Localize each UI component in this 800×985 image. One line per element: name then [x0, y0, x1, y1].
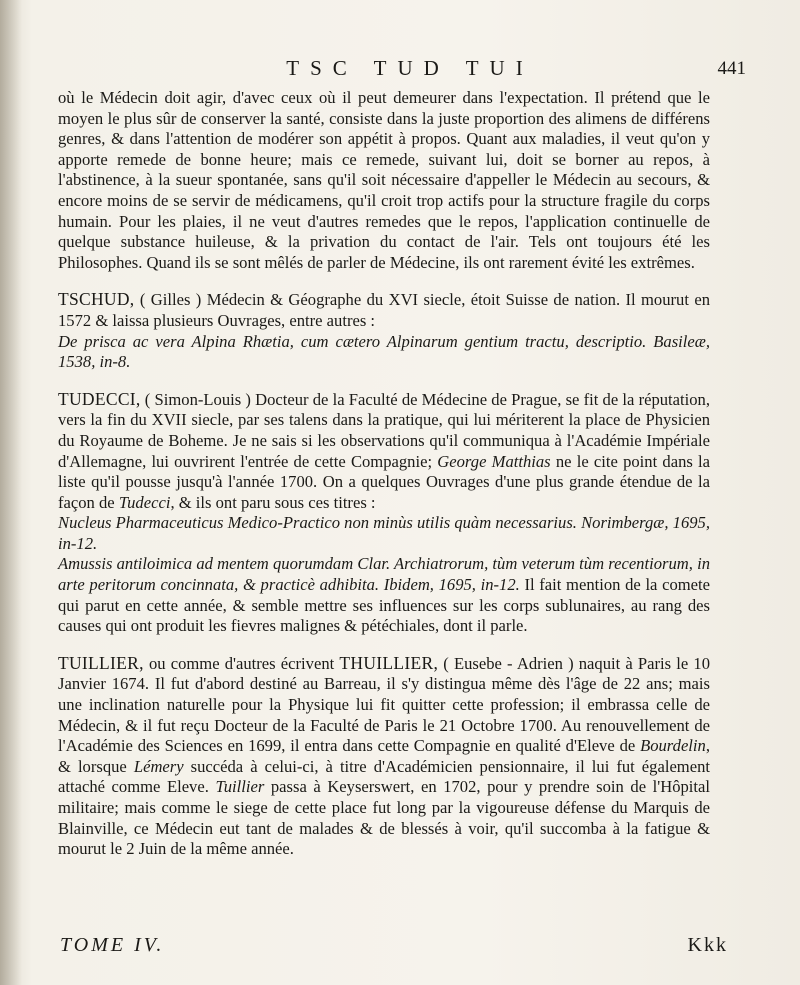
author-name: Lémery — [133, 756, 184, 776]
author-name: Bourdelin — [640, 736, 706, 756]
entry-headword: TUILLIER, — [58, 652, 144, 673]
entry-tudecci — [58, 389, 710, 637]
page-number: 441 — [717, 58, 746, 79]
author-name: George Matthias — [437, 451, 551, 471]
entry-paragraph — [58, 653, 710, 860]
entry-alt-headword: THUILLIER, — [339, 652, 439, 673]
entry-body: passa à Keyserswert, en 1702, pour y prendre soin de l'Hôpital militaire; mais comme le siege de cette place fut long par la vigoureuse défense du Marquis de Blainville, ce Médecin eut tant de malades & de blessés à voir, qu'il succomba à la fatigue & mourut le 2 Juin de la même année. — [58, 777, 710, 859]
work-paragraph — [58, 554, 710, 636]
page-footer — [60, 934, 760, 964]
signature-mark: Kkk — [687, 934, 728, 956]
entry-body: , & ils ont paru sous ces titres : — [170, 492, 376, 512]
work-title: Amussis antiloimica ad mentem quorumdam Clar. Archiatrorum, tùm veterum tùm recentiorum, in arte peritorum concinnata, & practicè adhibita. Ibidem, 1695, in-12. — [58, 554, 710, 595]
entry-body: ( Simon-Louis ) Docteur de la Faculté de Médecine de Prague, se fit de la réputation, vers la fin du XVII siecle, par ses talens dans la pratique, qui lui mériterent la place de Physicien du Royaume de Boheme. Je ne sais si les observations qu'il communiqua à l'Académie Impériale d'Allemagne, lui ouvrirent l'entrée de cette Compagnie; — [58, 389, 710, 471]
volume-label: TOME IV. — [60, 934, 165, 956]
entry-tschud — [58, 289, 710, 372]
spine-shadow — [0, 0, 22, 985]
running-head: TSC TUD TUI — [286, 56, 534, 80]
entry-body: , & lorsque — [58, 736, 710, 776]
page-content — [58, 88, 710, 860]
entry-headword: TSCHUD, — [58, 289, 135, 310]
continuation-paragraph: où le Médecin doit agir, d'avec ceux où il peut demeurer dans l'expectation. Il prétend que le moyen le plus sûr de conserver la santé, consiste dans la juste proportion des alimens de différens genres, & dans l'attention de modérer son appétit à propos. Quant aux maladies, il veut qu'on y apporte remede de bonne heure; mais ce remede, suivant lui, doit se borner au repos, à l'abstinence, à la sueur spontanée, sans qu'il soit nécessaire d'appeller le Médecin au secours, & encore moins de se servir de médicamens, qu'il croit trop actifs pour la structure fragile du corps humain. Pour les plaies, il ne veut d'autres remedes que le repos, l'application continuelle de quelque substance huileuse, & la privation du contact de l'air. Tels ont toujours été les Philosophes. Quand ils se sont mêlés de parler de Médecine, ils ont rarement évité les extrêmes. — [58, 88, 710, 272]
author-name: Tudecci — [118, 492, 171, 512]
entry-paragraph — [58, 389, 710, 514]
entry-body: succéda à celui-ci, à titre d'Académicien pensionnaire, il lui fut également attaché comme Eleve. — [58, 756, 710, 797]
entry-headword: TUDECCI, — [58, 388, 141, 409]
entry-paragraph — [58, 289, 710, 331]
entry-body: Il fait mention de la comete qui parut en cette année, & semble mettre ses influences sur les corps sublunaires, au rang des causes qui ont produit les fievres malignes & pétéchiales, dont il parle. — [58, 575, 710, 636]
page-header — [60, 56, 760, 86]
work-title: Nucleus Pharmaceuticus Medico-Practico non minùs utilis quàm necessarius. Norimbergæ, 1695, in-12. — [58, 513, 711, 553]
entry-body: ou comme d'autres écrivent — [143, 653, 340, 673]
entry-body: ( Eusebe - Adrien ) naquit à Paris le 10 Janvier 1674. Il fut d'abord destiné au Barreau, il s'y distingua même dès l'âge de 22 ans; mais une inclination naturelle pour la Physique lui fit quitter cette profession; il embrassa celle de Médecin, & il fut reçu Docteur de la Faculté de Paris le 21 Octobre 1700. Au renouvellement de l'Académie des Sciences en 1699, il entra dans cette Compagnie en qualité d'Eleve de — [58, 653, 710, 756]
entry-tuillier — [58, 653, 710, 860]
work-title: De prisca ac vera Alpina Rhætia, cum cætero Alpinarum gentium tractu, descriptio. Basileæ, 1538, in-8. — [58, 331, 710, 372]
entry-body: ( Gilles ) Médecin & Géographe du XVI siecle, étoit Suisse de nation. Il mourut en 1572 & laissa plusieurs Ouvrages, entre autres : — [58, 290, 710, 330]
entry-body: ne le cite point dans la liste qu'il pousse jusqu'à l'année 1700. On a quelques Ouvrages d'une plus grande étendue de la façon de — [58, 451, 711, 512]
author-name: Tuillier — [215, 777, 265, 797]
